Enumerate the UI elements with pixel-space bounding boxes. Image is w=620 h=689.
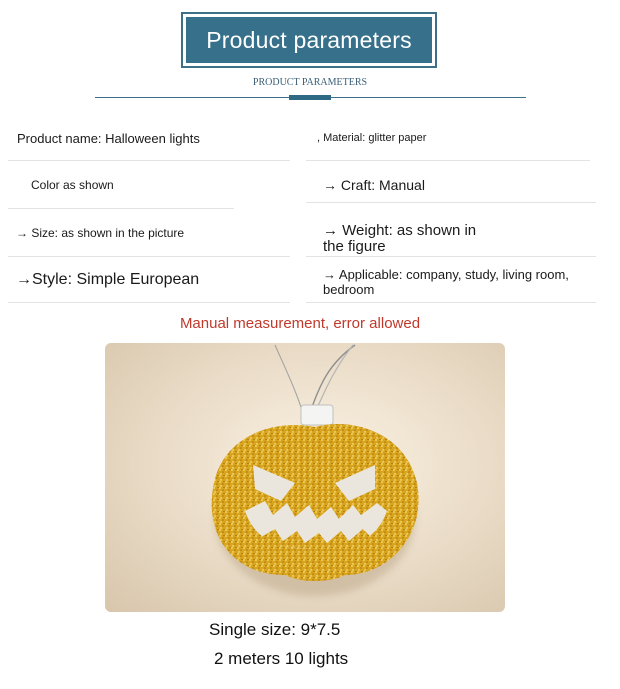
product-photo	[105, 343, 505, 612]
divider	[306, 160, 590, 161]
param-color: Color as shown	[31, 178, 114, 192]
page-subtitle: PRODUCT PARAMETERS	[252, 77, 368, 88]
param-weight-line2: the figure	[323, 238, 386, 255]
divider	[8, 208, 234, 209]
measurement-notice: Manual measurement, error allowed	[179, 315, 421, 332]
param-material: , Material: glitter paper	[317, 132, 427, 144]
param-size: → Size: as shown in the picture	[16, 226, 185, 240]
title-banner	[181, 12, 437, 68]
param-weight-line1: → Weight: as shown in	[323, 222, 477, 239]
param-applicable-line2: bedroom	[323, 282, 375, 297]
page-title: Product parameters	[186, 17, 432, 63]
divider	[306, 256, 596, 257]
divider	[306, 202, 596, 203]
single-size-label: Single size: 9*7.5	[209, 620, 341, 639]
divider	[8, 302, 290, 303]
divider	[8, 256, 290, 257]
divider	[8, 160, 290, 161]
title-rule-accent	[289, 95, 331, 100]
param-craft: → Craft: Manual	[323, 177, 425, 193]
param-style: →Style: Simple European	[16, 271, 200, 288]
pumpkin-ornament-image	[105, 343, 505, 612]
param-product-name: Product name: Halloween lights	[17, 131, 200, 146]
param-applicable-line1: → Applicable: company, study, living room,	[323, 267, 569, 282]
lights-count-label: 2 meters 10 lights	[214, 649, 349, 668]
divider	[306, 302, 596, 303]
